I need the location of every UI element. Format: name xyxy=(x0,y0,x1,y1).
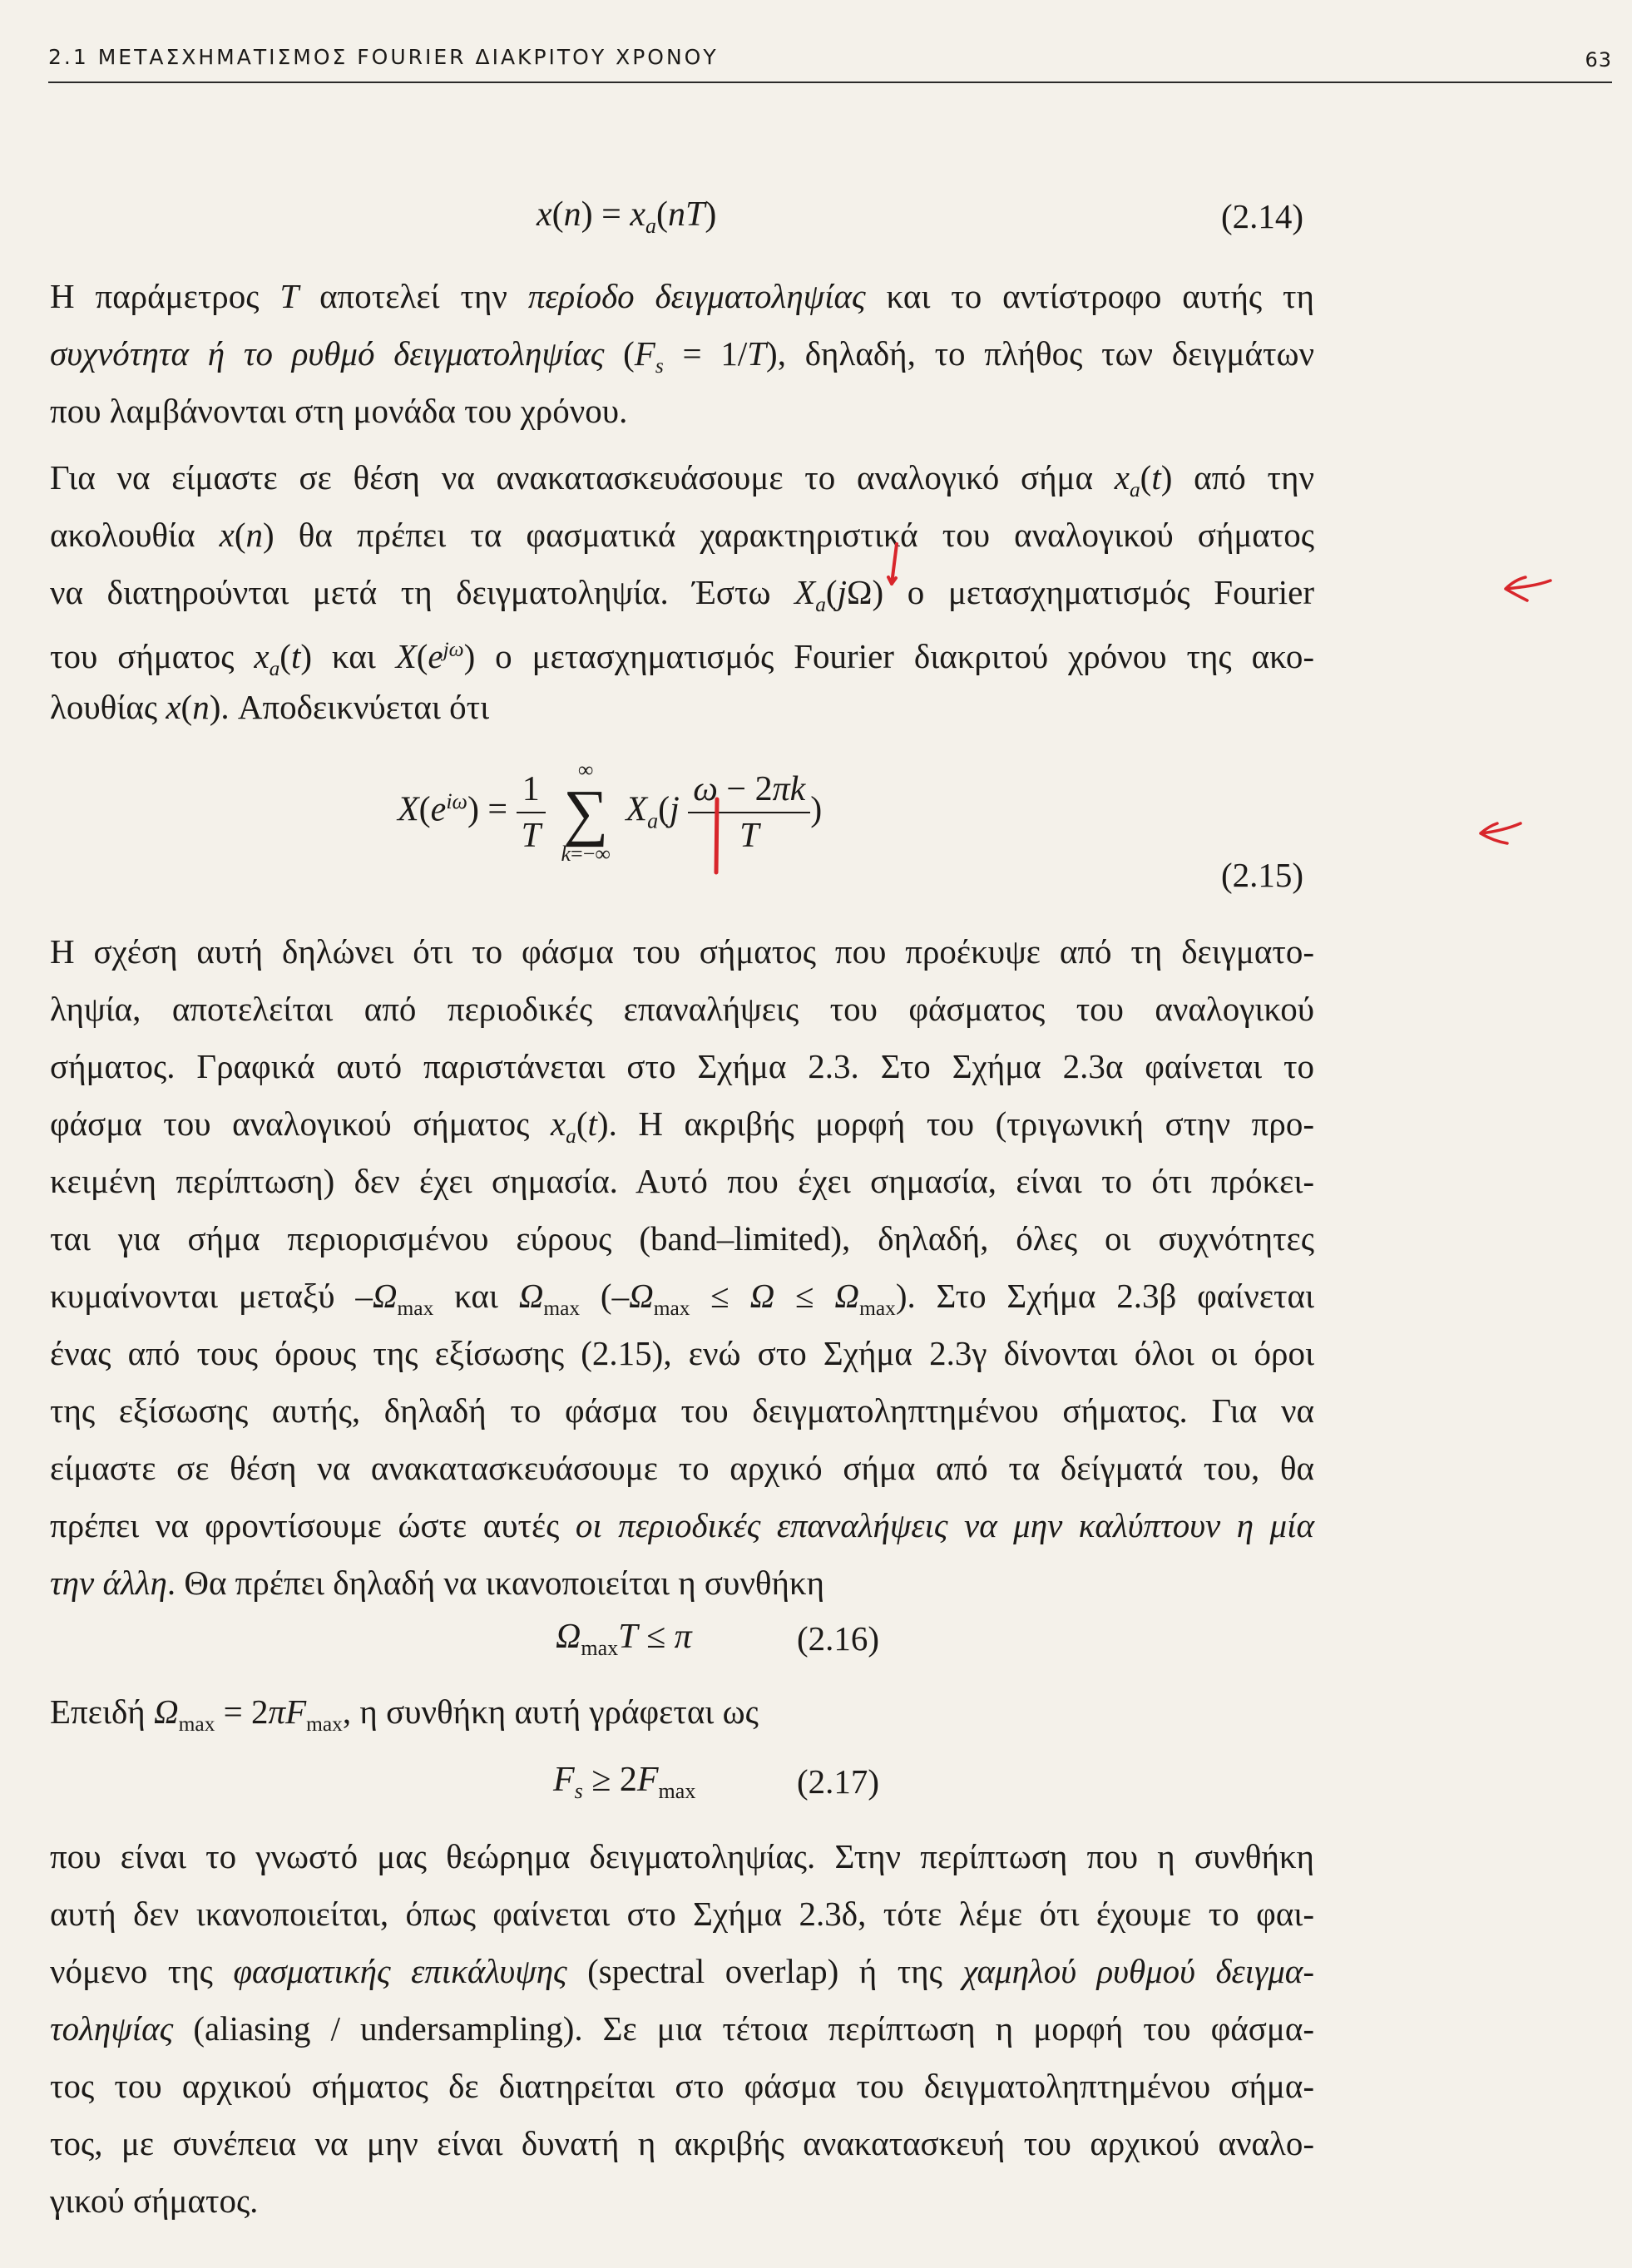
paragraph-1-line-3: που λαμβάνονται στη μονάδα του χρόνου. xyxy=(50,392,628,430)
equation-2-15: $X(e^{i\omega})$ = $\frac{1}{T}$ ∞ ∑ k=−∞ $X_a(j$ $\frac{\omega - 2\pi k}{T}$ ) xyxy=(398,758,823,866)
paragraph-3-line-10: είμαστε σε θέση να ανακατασκευάσουμε το αρχικό σήμα από τα δείγματά του, θα xyxy=(50,1449,1314,1487)
paragraph-5-line-6: τος, με συνέπεια να μην είναι δυνατή η ακριβής ανακατασκευή του αρχικού αναλο- xyxy=(50,2124,1314,2162)
paragraph-1-line-2: συχνότητα ή το ρυθμό δειγματοληψίας $(F_s = 1/T)$, δηλαδή, το πλήθος των δειγμάτων xyxy=(50,334,1314,378)
paragraph-3-line-4: φάσμα του αναλογικού σήματος $x_a(t)$. Η ακριβής μορφή του (τριγωνική στην προ- xyxy=(50,1104,1314,1148)
paragraph-2-line-3: να διατηρούνται μετά τη δειγματοληψία. Έστω $X_a(j\Omega)$ ο μετασχηματισμός Fourier xyxy=(50,573,1314,616)
running-title: 2.1 ΜΕΤΑΣΧΗΜΑΤΙΣΜΟΣ FOURIER ΔΙΑΚΡΙΤΟΥ ΧΡΟΝΟΥ xyxy=(48,45,719,69)
paragraph-2-line-1: Για να είμαστε σε θέση να ανακατασκευάσουμε το αναλογικό σήμα $x_a(t)$ από την xyxy=(50,458,1314,502)
summation-symbol: ∞ ∑ k=−∞ xyxy=(561,758,611,866)
paragraph-2-line-5: λουθίας x(n). Αποδεικνύεται ότι xyxy=(50,688,490,726)
paragraph-3-line-11: πρέπει να φροντίσουμε ώστε αυτές οι περιοδικές επαναλήψεις να μην καλύπτουν η μία xyxy=(50,1506,1314,1544)
bleed-through xyxy=(1348,250,1356,279)
equation-2-17: $F_s \ge 2F_{max}$ xyxy=(553,1761,696,1804)
paragraph-3-line-1: Η σχέση αυτή δηλώνει ότι το φάσμα του σήματος που προέκυψε από τη δειγματο- xyxy=(50,932,1314,971)
paragraph-3-line-5: κειμένη περίπτωση) δεν έχει σημασία. Αυτό που έχει σημασία, είναι το ότι πρόκει- xyxy=(50,1162,1314,1200)
paragraph-3-line-3: σήματος. Γραφικά αυτό παριστάνεται στο Σχήμα 2.3. Στο Σχήμα 2.3α φαίνεται το xyxy=(50,1047,1314,1085)
equation-2-14: $x(n) = x_a(nT)$ xyxy=(537,195,717,239)
equation-2-17-label: (2.17) xyxy=(797,1762,880,1801)
pen-bar-mark xyxy=(709,794,725,877)
paragraph-5-line-2: αυτή δεν ικανοποιείται, όπως φαίνεται στο Σχήμα 2.3δ, τότε λέμε ότι έχουμε το φαι- xyxy=(50,1895,1314,1933)
paragraph-3-line-12: την άλλη. Θα πρέπει δηλαδή να ικανοποιείται η συνθήκη xyxy=(50,1564,825,1602)
paragraph-3-line-7: κυμαίνονται μεταξύ $-\Omega_{max}$ και $\Omega_{max}$ $(-\Omega_{max} \le \Omega \le \Omega_{max})$. Στο Σχήμα 2.3β φαίνεται xyxy=(50,1277,1315,1320)
paragraph-5-line-1: που είναι το γνωστό μας θεώρημα δειγματοληψίας. Στην περίπτωση που η συνθήκη xyxy=(50,1837,1314,1875)
equation-2-16: $\Omega_{max}T \le \pi$ xyxy=(556,1618,692,1661)
paragraph-5-line-4: τοληψίας (aliasing / undersampling). Σε μια τέτοια περίπτωση η μορφή του φάσμα- xyxy=(50,2009,1314,2048)
paragraph-5-line-5: τος του αρχικού σήματος δε διατηρείται στο φάσμα του δειγματοληπτημένου σήμα- xyxy=(50,2067,1314,2105)
paragraph-3-line-9: της εξίσωσης αυτής, δηλαδή το φάσμα του δειγματοληπτημένου σήματος. Για να xyxy=(50,1391,1314,1430)
pen-tick-mark-1 xyxy=(882,541,907,599)
paragraph-2-line-2: ακολουθία x(n) θα πρέπει τα φασματικά χαρακτηριστικά του αναλογικού σήματος xyxy=(50,516,1314,554)
paragraph-3-line-6: ται για σήμα περιορισμένου εύρους (band–limited), δηλαδή, όλες οι συχνότητες xyxy=(50,1219,1314,1258)
paragraph-2-line-4: του σήματος $x_a(t)$ και $X(e^{j\omega})$ ο μετασχηματισμός Fourier διακριτού χρόνου της ακο- xyxy=(50,636,1314,680)
equation-2-15-label: (2.15) xyxy=(1221,856,1304,894)
page-number: 63 xyxy=(1585,48,1612,72)
equation-2-16-label: (2.16) xyxy=(797,1619,880,1658)
fraction-inner: $\frac{\omega - 2\pi k}{T}$ xyxy=(688,770,810,855)
paragraph-3-line-8: ένας από τους όρους της εξίσωσης (2.15), ενώ στο Σχήμα 2.3γ δίνονται όλοι οι όροι xyxy=(50,1334,1314,1372)
equation-2-14-label: (2.14) xyxy=(1221,197,1304,235)
running-header xyxy=(48,43,1612,83)
pen-arrow-1 xyxy=(1497,572,1555,605)
paragraph-5-line-7: γικού σήματος. xyxy=(50,2182,259,2220)
paragraph-3-line-2: ληψία, αποτελείται από περιοδικές επαναλήψεις του φάσματος του αναλογικού xyxy=(50,990,1314,1028)
paragraph-4: Επειδή $\Omega_{max} = 2\pi F_{max}$, η συνθήκη αυτή γράφεται ως xyxy=(50,1692,759,1736)
paragraph-5-line-3: νόμενο της φασματικής επικάλυψης (spectral overlap) ή της χαμηλού ρυθμού δειγμα- xyxy=(50,1952,1314,1990)
fraction-one-over-t: $\frac{1}{T}$ xyxy=(517,770,546,855)
paragraph-1-line-1: Η παράμετρος T αποτελεί την περίοδο δειγματοληψίας και το αντίστροφο αυτής τη xyxy=(50,277,1314,315)
pen-arrow-2 xyxy=(1471,817,1529,850)
